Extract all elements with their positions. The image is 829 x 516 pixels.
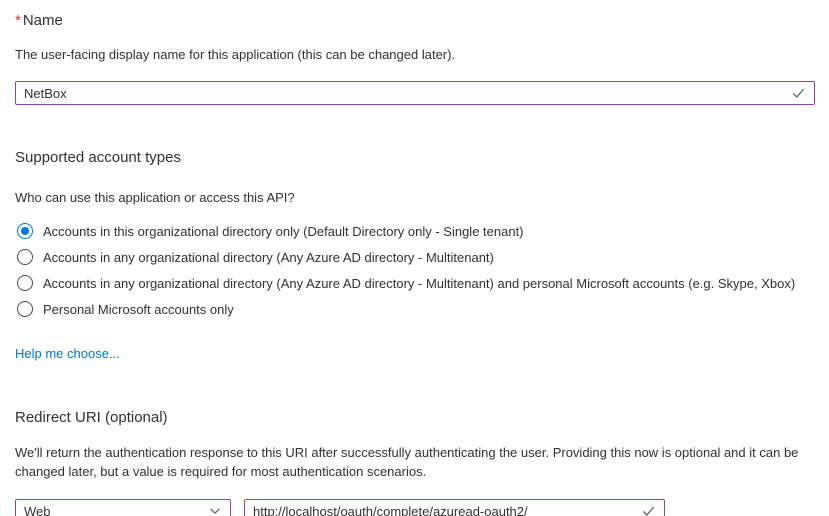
name-label: Name	[22, 12, 63, 29]
radio-option-multitenant[interactable]	[15, 244, 815, 270]
account-types-radio-group	[15, 218, 815, 322]
radio-option-label: Accounts in this organizational directory only (Default Directory only - Single tenant)	[43, 223, 524, 239]
radio-button	[17, 223, 33, 239]
redirect-uri-input[interactable]	[245, 500, 664, 516]
name-section-heading	[15, 11, 815, 31]
chevron-down-icon	[208, 504, 222, 516]
name-description: The user-facing display name for this application (this can be changed later).	[15, 47, 456, 62]
name-field-container	[15, 81, 815, 105]
help-me-choose-link[interactable]: Help me choose...	[15, 346, 120, 361]
radio-button	[17, 275, 33, 291]
name-input[interactable]	[16, 82, 814, 104]
radio-option-label: Personal Microsoft accounts only	[43, 301, 234, 317]
platform-select[interactable]	[15, 499, 231, 516]
radio-button	[17, 301, 33, 317]
radio-option-personal-only[interactable]	[15, 296, 815, 322]
redirect-uri-row	[15, 499, 815, 516]
platform-select-value: Web	[24, 503, 51, 516]
radio-option-label: Accounts in any organizational directory (Any Azure AD directory - Multitenant) and personal Microsoft accounts (e.g. Skype, Xbox)	[43, 275, 796, 291]
account-types-section	[15, 148, 815, 361]
radio-button	[17, 249, 33, 265]
redirect-uri-heading: Redirect URI (optional)	[15, 409, 168, 426]
redirect-uri-description: We'll return the authentication response to this URI after successfully authenticating the user. Providing this now is optional and it can be changed later, but a value is required for most authentication scenarios.	[15, 445, 799, 479]
radio-option-label: Accounts in any organizational directory (Any Azure AD directory - Multitenant)	[43, 249, 494, 265]
radio-option-multitenant-personal[interactable]	[15, 270, 815, 296]
redirect-uri-section	[15, 408, 815, 516]
redirect-uri-field-container	[244, 499, 665, 516]
required-asterisk: *	[15, 12, 21, 29]
radio-option-single-tenant[interactable]	[15, 218, 815, 244]
account-types-heading: Supported account types	[15, 149, 181, 166]
account-types-question: Who can use this application or access this API?	[15, 190, 295, 205]
